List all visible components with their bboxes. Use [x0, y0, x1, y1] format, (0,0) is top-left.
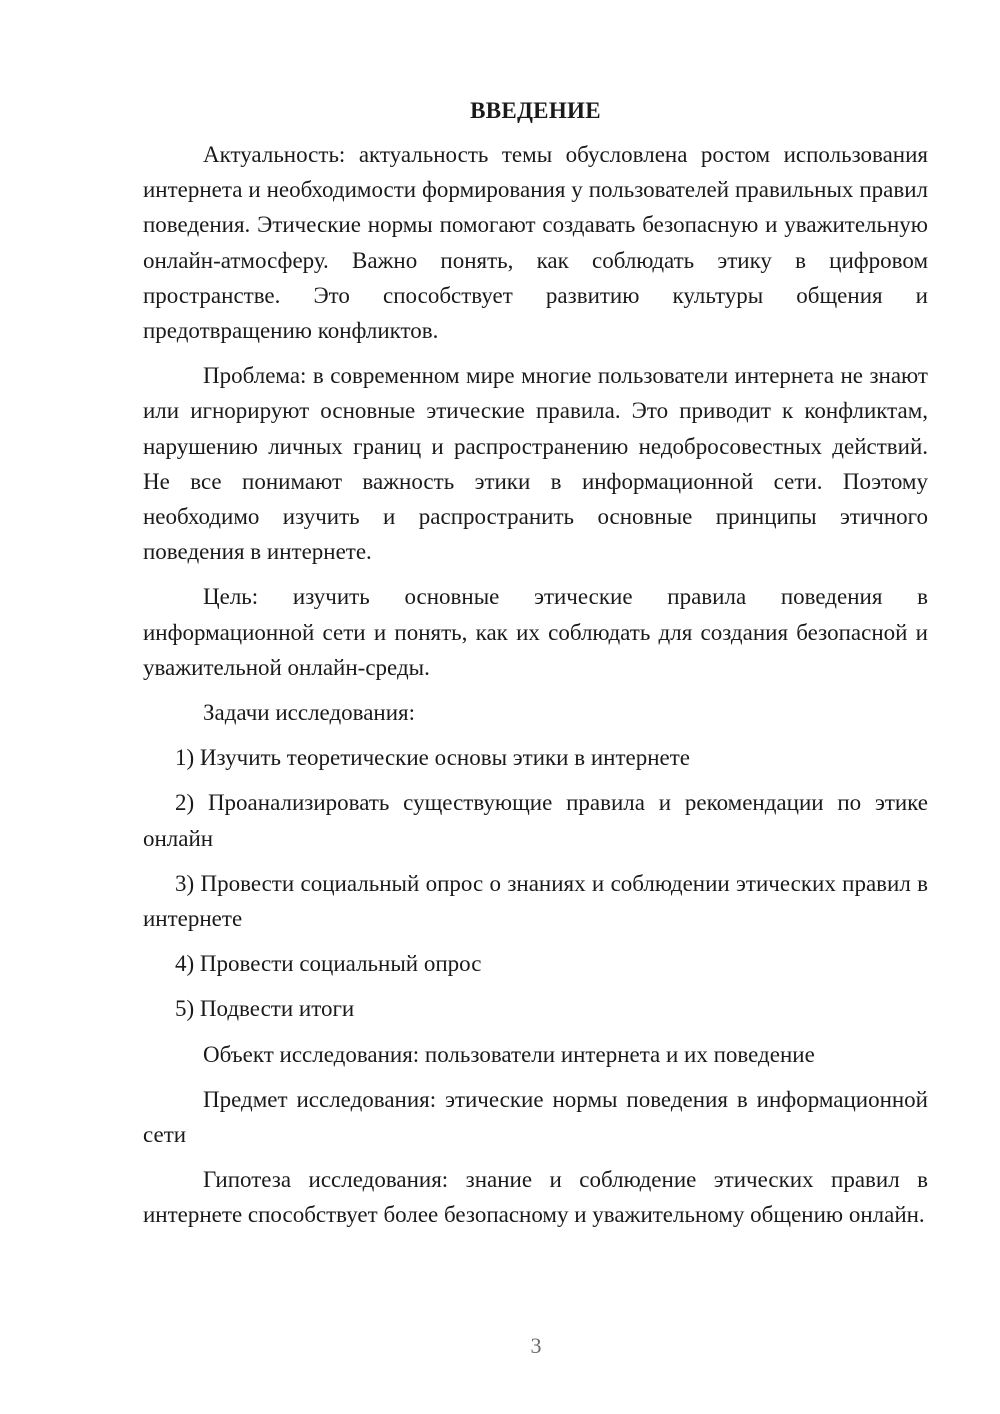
relevance-paragraph: Актуальность: актуальность темы обусловлена ростом использования интернета и необходимости формирования у пользователей правильных правил поведения. Этические нормы помогают создавать безопасную и уважительную онлайн-атмосферу. Важно понять, как соблюдать этику в цифровом пространстве. Это способствует развитию культуры общения и предотвращению конфликтов. — [143, 142, 928, 344]
problem-paragraph: Проблема: в современном мире многие пользователи интернета не знают или игнорируют основные этические правила. Это приводит к конфликтам, нарушению личных границ и распространению недобросовестных действий. Не все понимают важность этики в информационной сети. Поэтому необходимо изучить и распространить основные принципы этичного поведения в интернете. — [143, 363, 928, 565]
section-title: ВВЕДЕНИЕ — [470, 98, 601, 123]
page-number: 3 — [530, 1333, 542, 1358]
tasks-heading: Задачи исследования: — [203, 700, 416, 726]
task-item: 2) Проанализировать существующие правила и рекомендации по этике онлайн — [143, 790, 928, 851]
document-page — [143, 95, 928, 1243]
task-item: 4) Провести социальный опрос — [175, 951, 482, 977]
goal-paragraph: Цель: изучить основные этические правила поведения в информационной сети и понять, как их соблюдать для создания безопасной и уважительной онлайн-среды. — [143, 584, 928, 680]
task-item: 1) Изучить теоретические основы этики в интернете — [175, 745, 690, 771]
task-item: 5) Подвести итоги — [175, 996, 355, 1022]
object-paragraph: Объект исследования: пользователи интернета и их поведение — [203, 1041, 815, 1067]
task-item: 3) Провести социальный опрос о знаниях и соблюдении этических правил в интернете — [143, 870, 928, 932]
subject-paragraph: Предмет исследования: этические нормы поведения в информационной сети — [143, 1086, 928, 1148]
hypothesis-paragraph: Гипотеза исследования: знание и соблюдение этических правил в интернете способствует более безопасному и уважительному общению онлайн. — [143, 1167, 928, 1228]
